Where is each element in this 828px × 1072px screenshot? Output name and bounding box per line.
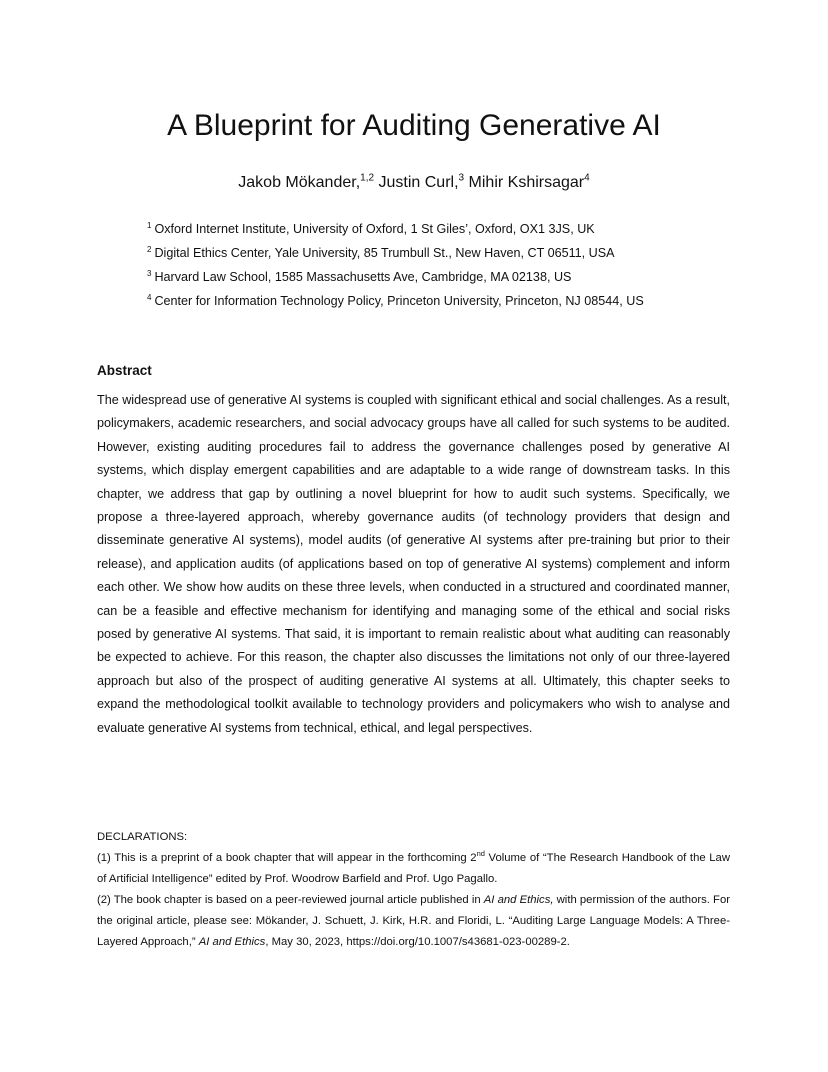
author-affiliation-marker: 4 <box>584 172 590 184</box>
author-name: Jakob Mökander, <box>238 174 361 191</box>
author-affiliation-marker: 1,2 <box>360 172 375 184</box>
affiliation-item <box>147 219 767 243</box>
declaration-text: , May 30, 2023, https://doi.org/10.1007/s43681-023-00289-2. <box>265 936 570 948</box>
declaration-item-2 <box>97 890 730 953</box>
declaration-item-1 <box>97 848 730 890</box>
declaration-text: (1) This is a preprint of a book chapter that will appear in the forthcoming 2 <box>97 852 477 864</box>
ordinal-suffix: nd <box>476 849 485 859</box>
affiliation-number: 4 <box>147 292 152 302</box>
declarations-heading: DECLARATIONS: <box>97 831 188 843</box>
affiliation-item <box>147 291 767 315</box>
journal-name: AI and Ethics, <box>483 894 554 906</box>
abstract-heading: Abstract <box>97 363 152 378</box>
affiliation-text: Oxford Internet Institute, University of Oxford, 1 St Giles’, Oxford, OX1 3JS, UK <box>154 222 595 236</box>
affiliation-item <box>147 267 767 291</box>
author-list <box>0 170 828 196</box>
declaration-text: (2) The book chapter is based on a peer-reviewed journal article published in <box>97 894 484 906</box>
affiliation-number: 2 <box>147 244 152 254</box>
author-affiliation-marker: 3 <box>458 172 465 184</box>
declarations-section <box>97 827 730 953</box>
affiliation-text: Digital Ethics Center, Yale University, 85 Trumbull St., New Haven, CT 06511, USA <box>154 246 615 260</box>
declaration-text: Volume of “The Research Handbook of the Law of Artificial Intelligence” edited by Prof. Woodrow Barfield and Prof. Ugo Pagallo. <box>97 852 730 885</box>
affiliation-text: Center for Information Technology Policy, Princeton University, Princeton, NJ 08544, US <box>154 294 644 308</box>
paper-title: A Blueprint for Auditing Generative AI <box>167 109 661 142</box>
affiliation-number: 3 <box>147 268 152 278</box>
affiliation-item <box>147 243 767 267</box>
journal-name: AI and Ethics <box>198 936 266 948</box>
declaration-text: with permission of the authors. For the original article, please see: Mökander, J. Schuett, J. Kirk, H.R. and Floridi, L. “Auditing Large Language Models: A Three-Layered Approach,” <box>97 894 730 948</box>
affiliation-number: 1 <box>147 220 152 230</box>
author-name: Mihir Kshirsagar <box>468 174 585 191</box>
affiliation-text: Harvard Law School, 1585 Massachusetts Ave, Cambridge, MA 02138, US <box>154 270 572 284</box>
abstract-body: The widespread use of generative AI systems is coupled with significant ethical and social challenges. As a result, policymakers, academic researchers, and social advocacy groups have all called for such systems to be audited. However, existing auditing procedures fail to address the governance challenges posed by generative AI systems, which display emergent capabilities and are adaptable to a wide range of downstream tasks. In this chapter, we address that gap by outlining a novel blueprint for how to audit such systems. Specifically, we propose a three-layered approach, whereby governance audits (of technology providers that design and disseminate generative AI systems), model audits (of generative AI systems after pre-training but prior to their release), and application audits (of applications based on top of generative AI systems) complement and inform each other. We show how audits on these three levels, when conducted in a structured and coordinated manner, can be a feasible and effective mechanism for identifying and managing some of the ethical and social risks posed by generative AI systems. That said, it is important to remain realistic about what auditing can reasonably be expected to achieve. For this reason, the chapter also discusses the limitations not only of our three-layered approach but also of the prospect of auditing generative AI systems at all. Ultimately, this chapter seeks to expand the methodological toolkit available to technology providers and policymakers who wish to analyse and evaluate generative AI systems from technical, ethical, and legal perspectives. <box>97 393 730 735</box>
author-name: Justin Curl, <box>378 174 459 191</box>
affiliation-list <box>147 219 767 315</box>
